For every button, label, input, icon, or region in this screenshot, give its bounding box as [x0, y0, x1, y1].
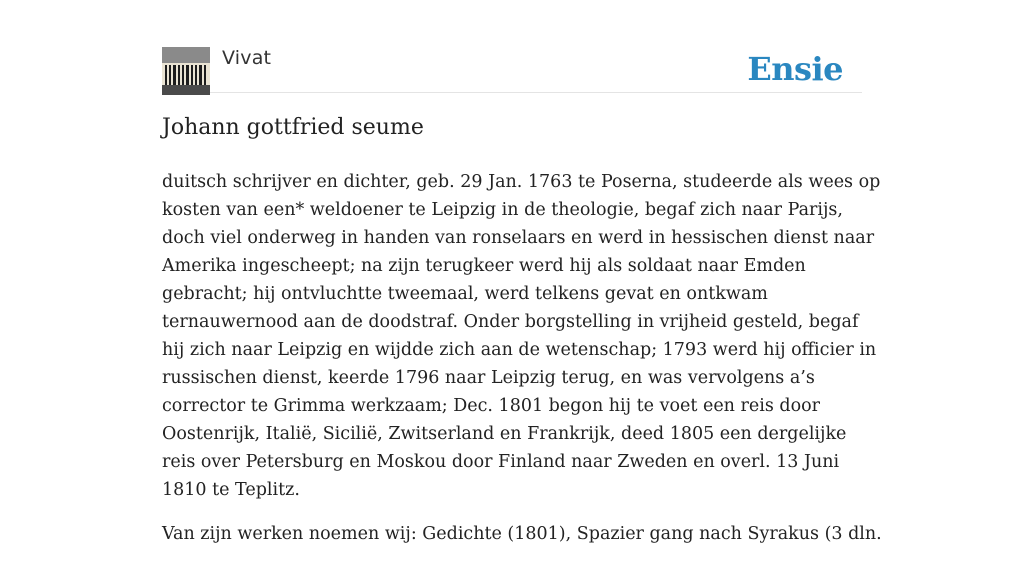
- books-avatar-icon: [162, 47, 210, 95]
- brand-logo[interactable]: Ensie: [747, 50, 843, 88]
- article-paragraph: duitsch schrijver en dichter, geb. 29 Jan. 1763 te Poserna, studeerde als wees op kosten van een* weldoener te Leipzig in de theologie, begaf zich naar Parijs, doch viel onderweg in handen van ronselaars en werd in hessischen dienst naar Amerika ingescheept; na zijn terugkeer werd hij als soldaat naar Emden gebracht; hij ontvluchtte tweemaal, werd telkens gevat en ontkwam ternauwernood aan de doodstraf. Onder borgstelling in vrijheid gesteld, begaf hij zich naar Leipzig en wijdde zich aan de wetenschap; 1793 werd hij officier in russischen dienst, keerde 1796 naar Leipzig terug, en was vervolgens a’s corrector te Grimma werkzaam; Dec. 1801 begon hij te voet een reis door Oostenrijk, Italië, Sicilië, Zwitserland en Frankrijk, deed 1805 een dergelijke reis over Petersburg en Moskou door Finland naar Zweden en overl. 13 Juni 1810 te Teplitz.: [162, 172, 881, 500]
- author-avatar[interactable]: [162, 47, 210, 95]
- header: [162, 46, 862, 93]
- article-body: [162, 168, 882, 564]
- page-title: Johann gottfried seume: [162, 115, 424, 140]
- author-name[interactable]: Vivat: [222, 47, 272, 69]
- article-paragraph: Van zijn werken noemen wij: Gedichte (1801), Spazier gang nach Syrakus (3 dln.: [162, 524, 882, 544]
